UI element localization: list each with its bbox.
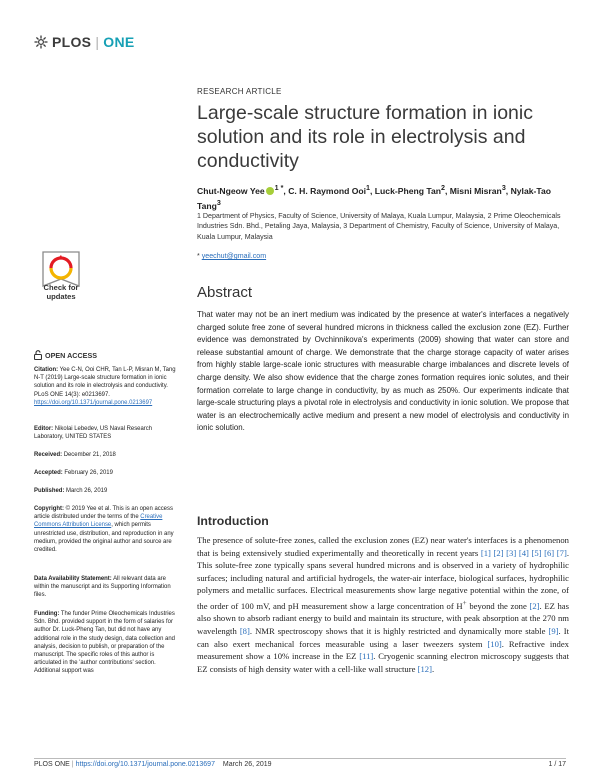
article-title: Large-scale structure formation in ionic solution and its role in electrolysis and conductivity bbox=[197, 102, 533, 172]
footer-journal: PLOS ONE bbox=[34, 761, 70, 768]
editor-label: Editor: bbox=[34, 426, 54, 432]
copyright-label: Copyright: bbox=[34, 506, 65, 512]
page-footer bbox=[34, 761, 566, 768]
logo-divider: | bbox=[95, 34, 100, 50]
open-lock-icon bbox=[34, 350, 42, 360]
citation-text: Yee C-N, Ooi CHR, Tan L-P, Misran M, Tang N-T (2019) Large-scale structure formation in ionic solution and its role in electrolysis and conductivity. PLoS ONE 14(3): e0213697. bbox=[34, 367, 176, 398]
citation-label: Citation: bbox=[34, 367, 59, 373]
abstract-text: That water may not be an inert medium was indicated by the presence at water's interfaces a negatively charged solute free zone of several hundred microns in thickness called the exclusion zone (EZ). Further evidence was demonstrated by Ovchinnikova's experiments (2009) showing that water can store and release substantial amount of charge. We demonstrate that the charge storage capacity of water arises from highly stable large-scale ionic structures with measurable charge imbalances and discrete levels of charge density. We also show evidence that the charge zones formation requires ionic solutes, and their formation correlate to large change in conductivity, by as much as 250%. Our experiments indicate that large-scale structuring plays a pivotal role in electrolysis and conductivity in ionic solution. We propose that water is an electrochemically active medium and present a new model of electrolysis and conductivity in ionic solution. bbox=[197, 310, 569, 433]
author-sup: 3 bbox=[501, 184, 506, 192]
author-name: , Nylak-Tao Tang bbox=[197, 185, 552, 211]
data-availability-label: Data Availability Statement: bbox=[34, 576, 112, 582]
footer-date: March 26, 2019 bbox=[222, 761, 272, 768]
author-sup: 1 bbox=[366, 184, 371, 192]
superscript: + bbox=[462, 598, 467, 607]
citation-block bbox=[34, 366, 182, 407]
intro-text-run: . Refractive index measurement show a 10% increase in the EZ bbox=[197, 638, 569, 662]
copyright-block bbox=[34, 505, 182, 554]
introduction-heading: Introduction bbox=[197, 514, 269, 528]
accepted-date: February 26, 2019 bbox=[62, 470, 113, 476]
reference-link[interactable]: [8] bbox=[239, 626, 250, 637]
affiliations: 1 Department of Physics, Faculty of Science, University of Malaya, Kuala Lumpur, Malaysia, 2 Prime Oleochemicals Industries Sdn. Bhd., Petaling Jaya, Malaysia, 3 Department of Chemistry, Faculty of Science, University of Malaya, Kuala Lumpur, Malaysia bbox=[197, 212, 561, 241]
editor-text: Nikolai Lebedev, US Naval Research Laboratory, UNITED STATES bbox=[34, 426, 153, 441]
author-name: Chut-Ngeow Yee bbox=[197, 185, 265, 196]
intro-text-run: . Cryogenic scanning electron microscopy suggests that EZ consists of high density water with a cell-like wall structure bbox=[197, 651, 569, 674]
funding-block bbox=[34, 610, 182, 676]
author-name: , Luck-Pheng Tan bbox=[370, 185, 441, 196]
license-link[interactable]: Creative Commons Attribution License bbox=[34, 514, 163, 529]
copyright-text: , which permits unrestricted use, distribution, and reproduction in any medium, provided the original author and source are credited. bbox=[34, 522, 174, 554]
author-name: , Misni Misran bbox=[444, 185, 502, 196]
copyright-text: © 2019 Yee et al. This is an open access article distributed under the terms of the bbox=[34, 506, 173, 521]
author-name: , C. H. Raymond Ooi bbox=[283, 185, 367, 196]
logo-one: ONE bbox=[103, 34, 135, 50]
published-block bbox=[34, 487, 182, 495]
intro-text-run: . NMR spectroscopy shows that it is highly restricted and dynamically more stable bbox=[249, 626, 549, 637]
accepted-label: Accepted: bbox=[34, 470, 63, 476]
footer-divider bbox=[34, 758, 566, 759]
editor-block bbox=[34, 425, 182, 441]
received-date: December 21, 2018 bbox=[62, 452, 116, 458]
intro-text-run: beyond the zone bbox=[466, 600, 530, 611]
article-type: RESEARCH ARTICLE bbox=[197, 87, 282, 96]
footer-separator: | bbox=[71, 761, 74, 768]
funding-label: Funding: bbox=[34, 611, 60, 617]
author-sup: 3 bbox=[216, 198, 221, 207]
author-marks: 1 * bbox=[274, 184, 284, 192]
funding-text: The funder Prime Oleochemicals Industries Sdn. Bhd. provided support in the form of salaries for author Dr. Luck-Pheng Tan, but did not have any additional role in the study design, data collection and analysis, decision to publish, or preparation of the manuscript. The specific roles of this author is articulated in the 'author contributions' section. Additional support was bbox=[34, 611, 175, 675]
data-availability-text: All relevant data are within the manuscript and its Supporting Information files. bbox=[34, 576, 171, 599]
intro-text-run: . This solute-free zone typically spans several hundred microns and is observed in a variety of hydrophilic surfaces; including natural and artificial hydrogels, the water-air interface, biological surfaces, hydrophilic polymers and metallic surfaces. Electrical measurements show large negative potential within the zone, of the order of 100 mV, and pH measurement show a large concentration of H bbox=[197, 547, 569, 611]
intro-text-run: . EZ has also shown to absorb radiant energy to build and maintain its structure, with peak absorption at the 270 nm wavelength bbox=[197, 600, 569, 637]
email-star: * bbox=[197, 252, 202, 260]
logo-plos: PLOS bbox=[52, 34, 92, 50]
reference-link[interactable]: [9] bbox=[548, 626, 559, 637]
received-block bbox=[34, 451, 182, 459]
reference-link[interactable]: [10] bbox=[487, 638, 502, 649]
citation-doi-link[interactable]: https://doi.org/10.1371/journal.pone.0213697 bbox=[34, 399, 153, 406]
check-for-updates-label[interactable]: Check for updates bbox=[43, 283, 79, 301]
reference-link[interactable]: [11] bbox=[359, 651, 374, 662]
published-date: March 26, 2019 bbox=[64, 488, 108, 494]
reference-link[interactable]: [2] bbox=[529, 600, 540, 611]
orcid-icon[interactable] bbox=[266, 187, 274, 195]
footer-doi-link[interactable]: https://doi.org/10.1371/journal.pone.0213697 bbox=[75, 761, 215, 768]
published-label: Published: bbox=[34, 488, 65, 494]
data-availability-block bbox=[34, 575, 182, 600]
open-access-label: OPEN ACCESS bbox=[45, 350, 98, 360]
email-link[interactable]: yeechut@gmail.com bbox=[201, 252, 267, 260]
intro-text-run: . bbox=[431, 663, 435, 674]
reference-link[interactable]: [12] bbox=[417, 663, 432, 674]
author-list bbox=[197, 182, 567, 212]
reference-links[interactable]: [1] [2] [3] [4] [5] [6] [7] bbox=[480, 547, 567, 558]
plos-logo-icon bbox=[34, 35, 48, 49]
introduction-text bbox=[197, 534, 569, 675]
intro-text-run: The presence of solute-free zones, called the exclusion zones (EZ) near water's interfaces is a phenomenon that is being extensively studied experimentally and theoretically in recent years bbox=[197, 535, 569, 558]
intro-text-run: . It can also exert mechanical forces measurable using a laser tweezers system bbox=[197, 626, 569, 649]
received-label: Received: bbox=[34, 452, 63, 458]
journal-logo[interactable] bbox=[34, 34, 135, 50]
abstract-heading: Abstract bbox=[197, 284, 253, 301]
open-access bbox=[34, 350, 97, 360]
corresponding-email bbox=[197, 252, 266, 260]
accepted-block bbox=[34, 469, 182, 477]
author-sup: 2 bbox=[441, 184, 445, 192]
page-number: 1 / 17 bbox=[548, 761, 566, 768]
